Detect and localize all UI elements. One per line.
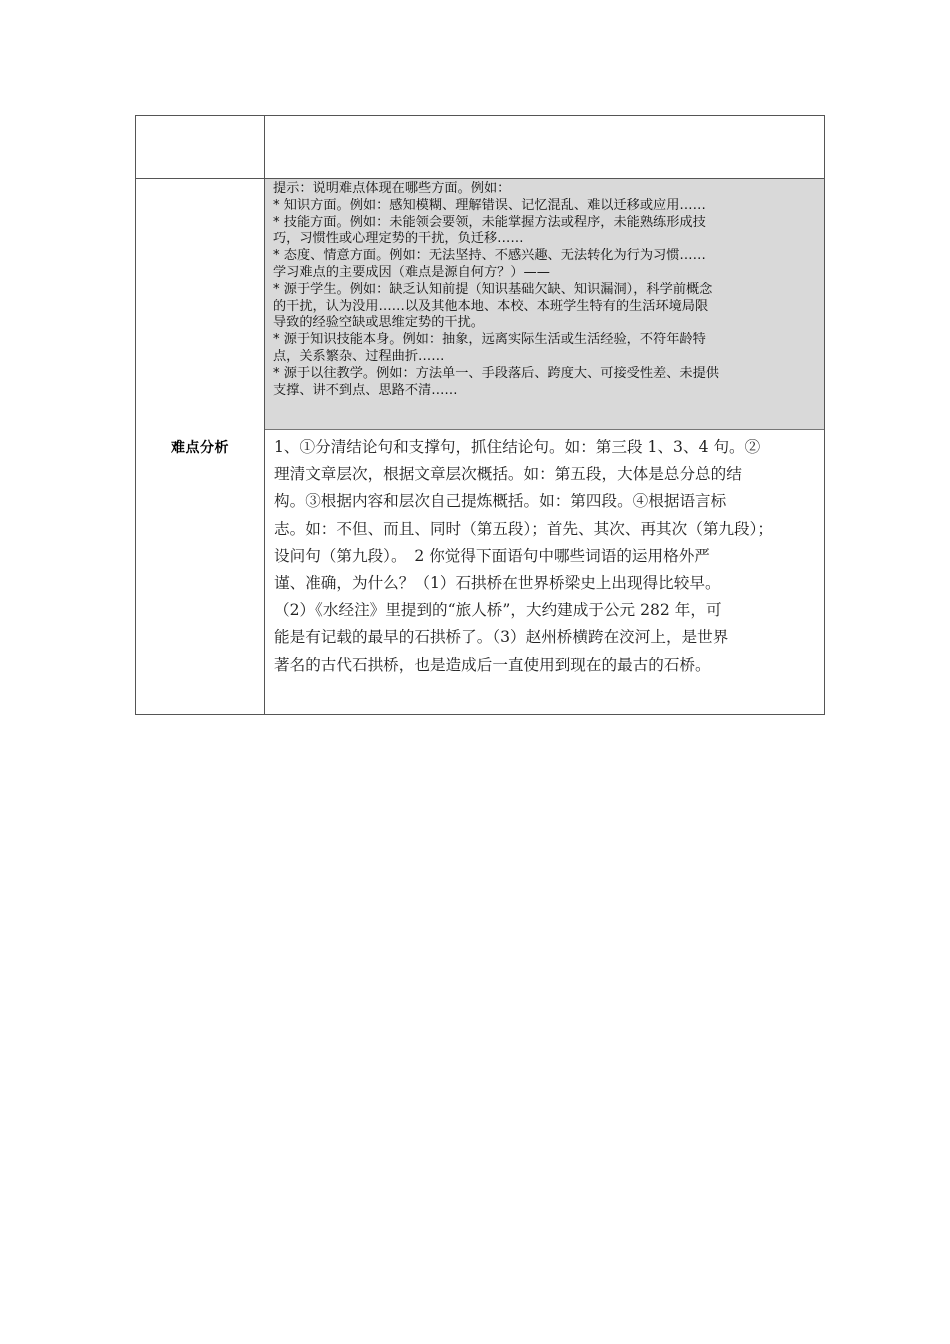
answer-line: 能是有记载的最早的石拱桥了。（3）赵州桥横跨在洨河上，是世界 <box>274 628 729 647</box>
answer-line: 构。③根据内容和层次自己提炼概括。如：第四段。④根据语言标 <box>274 492 727 511</box>
row-label: 难点分析 <box>171 440 229 456</box>
hint-line: 学习难点的主要成因（难点是源自何方？）—— <box>273 264 550 280</box>
hint-line: 的干扰，认为没用……以及其他本地、本校、本班学生特有的生活环境局限 <box>273 298 709 314</box>
hint-line: * 源于以往教学。例如：方法单一、手段落后、跨度大、可接受性差、未提供 <box>273 365 719 381</box>
answer-line: 理清文章层次，根据文章层次概括。如：第五段，大体是总分总的结 <box>274 465 742 484</box>
hint-line: 导致的经验空缺或思维定势的干扰。 <box>273 315 484 331</box>
hint-line: * 源于知识技能本身。例如：抽象，远离实际生活或生活经验，不符年龄特 <box>273 332 706 348</box>
answer-line: 设问句（第九段）。 2 你觉得下面语句中哪些词语的运用格外严 <box>274 546 710 565</box>
hint-line: * 技能方面。例如：未能领会要领，未能掌握方法或程序，未能熟练形成技 <box>273 214 706 230</box>
answer-line: 志。如：不但、而且、同时（第五段）；首先、其次、再其次（第九段）； <box>274 519 773 538</box>
hint-line: 支撑、讲不到点、思路不清…… <box>273 382 458 398</box>
row-label-cell <box>136 179 264 715</box>
hint-line: 提示：说明难点体现在哪些方面。例如： <box>273 181 511 196</box>
hint-line: * 知识方面。例如：感知模糊、理解错误、记忆混乱、难以迁移或应用…… <box>273 197 706 213</box>
hint-box <box>265 179 824 430</box>
hint-line: 点，关系繁杂、过程曲折…… <box>273 348 445 364</box>
answer-line: 著名的古代石拱桥，也是造成后一直使用到现在的最古的石桥。 <box>274 655 711 674</box>
answer-line: 谨、准确，为什么？（1）石拱桥在世界桥梁史上出现得比较早。 <box>274 574 721 593</box>
hint-line: * 源于学生。例如：缺乏认知前提（知识基础欠缺、知识漏洞），科学前概念 <box>273 281 713 297</box>
lesson-plan-table <box>135 115 825 715</box>
answer-line: 1、①分清结论句和支撑句，抓住结论句。如：第三段 1、3、4 句。② <box>274 438 761 456</box>
answer-text <box>265 434 824 679</box>
hint-line: * 态度、情意方面。例如：无法坚持、不感兴趣、无法转化为行为习惯…… <box>273 248 706 264</box>
answer-line: （2）《水经注》里提到的“旅人桥”，大约建成于公元 282 年，可 <box>274 601 722 620</box>
hint-line: 巧，习惯性或心理定势的干扰，负迁移…… <box>273 231 524 247</box>
